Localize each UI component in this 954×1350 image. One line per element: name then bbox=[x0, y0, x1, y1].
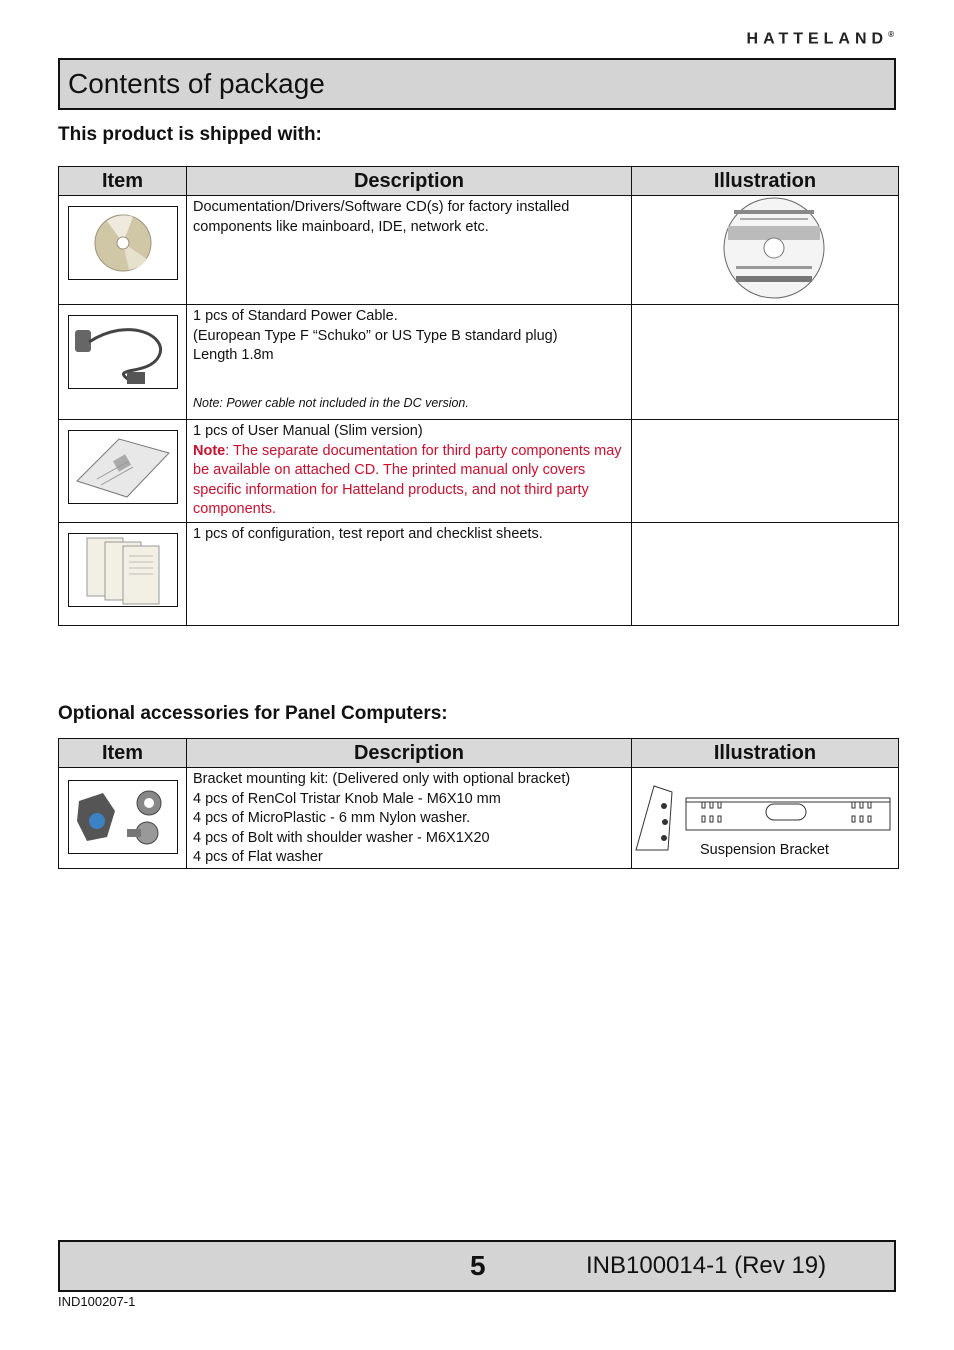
column-header-description: Description bbox=[187, 739, 632, 768]
page-title: Contents of package bbox=[68, 68, 325, 99]
footer-bar bbox=[58, 1240, 896, 1292]
illustration-cell bbox=[632, 305, 899, 420]
item-image-cell bbox=[59, 768, 187, 869]
table-header-row bbox=[59, 739, 899, 768]
item-image-cell bbox=[59, 196, 187, 305]
note-label: Note bbox=[193, 442, 226, 459]
shipped-items-table bbox=[58, 166, 899, 626]
title-bar bbox=[58, 58, 896, 110]
table-row bbox=[59, 196, 899, 305]
description-line: (European Type F “Schuko” or US Type B standard plug) bbox=[193, 327, 558, 344]
section-heading-optional: Optional accessories for Panel Computers: bbox=[58, 703, 448, 724]
report-sheets-icon bbox=[68, 533, 178, 607]
description-line: Length 1.8m bbox=[193, 347, 274, 363]
description-line: 1 pcs of Standard Power Cable. bbox=[193, 308, 398, 324]
description-cell bbox=[187, 768, 632, 869]
brand-logo bbox=[747, 30, 894, 48]
description-line: 4 pcs of MicroPlastic - 6 mm Nylon washer. bbox=[193, 810, 471, 826]
description-line: 4 pcs of RenCol Tristar Knob Male - M6X10 mm bbox=[193, 790, 501, 807]
illustration-cell bbox=[632, 196, 899, 305]
column-header-illustration: Illustration bbox=[632, 739, 899, 768]
column-header-illustration: Illustration bbox=[632, 167, 899, 196]
optional-accessories-table bbox=[58, 738, 899, 869]
table-header-row bbox=[59, 167, 899, 196]
registered-mark: ® bbox=[888, 30, 894, 39]
description-line: Bracket mounting kit: (Delivered only with optional bracket) bbox=[193, 771, 571, 787]
table-row bbox=[59, 768, 899, 869]
item-image-cell bbox=[59, 420, 187, 523]
manual-note bbox=[193, 442, 625, 520]
illustration-cell bbox=[632, 523, 899, 626]
table-row bbox=[59, 420, 899, 523]
table-row bbox=[59, 305, 899, 420]
brand-name: HATTELAND bbox=[746, 30, 889, 48]
description-line: 1 pcs of configuration, test report and checklist sheets. bbox=[193, 526, 543, 542]
description-cell bbox=[187, 420, 632, 523]
item-image-cell bbox=[59, 305, 187, 420]
item-image-cell bbox=[59, 523, 187, 626]
page-number: 5 bbox=[470, 1250, 486, 1281]
description-line: 4 pcs of Flat washer bbox=[193, 849, 323, 865]
power-cable-note: Note: Power cable not included in the DC version. bbox=[193, 395, 469, 410]
illustration-cell bbox=[632, 420, 899, 523]
column-header-item: Item bbox=[59, 739, 187, 768]
section-heading-shipped: This product is shipped with: bbox=[58, 124, 322, 145]
description-line: 1 pcs of User Manual (Slim version) bbox=[193, 423, 423, 439]
footer-code: IND100207-1 bbox=[58, 1294, 136, 1309]
description-cell bbox=[187, 196, 632, 305]
description-line: 4 pcs of Bolt with shoulder washer - M6X1X20 bbox=[193, 829, 490, 846]
column-header-description: Description bbox=[187, 167, 632, 196]
cd-disc-icon bbox=[68, 206, 178, 280]
user-manual-icon bbox=[68, 430, 178, 504]
note-text: : The separate documentation for third party components may be available on attached CD. The printed manual only covers specific information for Hatteland products, and not third party components. bbox=[193, 442, 622, 517]
description-cell bbox=[187, 305, 632, 420]
column-header-item: Item bbox=[59, 167, 187, 196]
illustration-caption: Suspension Bracket bbox=[700, 842, 829, 858]
description-line: Documentation/Drivers/Software CD(s) for factory installed components like mainboard, IDE, network etc. bbox=[193, 199, 570, 235]
document-number: INB100014-1 (Rev 19) bbox=[586, 1252, 827, 1279]
table-row bbox=[59, 523, 899, 626]
illustration-cell bbox=[632, 768, 899, 869]
cd-label-illustration bbox=[632, 196, 896, 299]
power-cable-icon bbox=[68, 315, 178, 389]
description-cell bbox=[187, 523, 632, 626]
bracket-knob-icon bbox=[68, 780, 178, 854]
